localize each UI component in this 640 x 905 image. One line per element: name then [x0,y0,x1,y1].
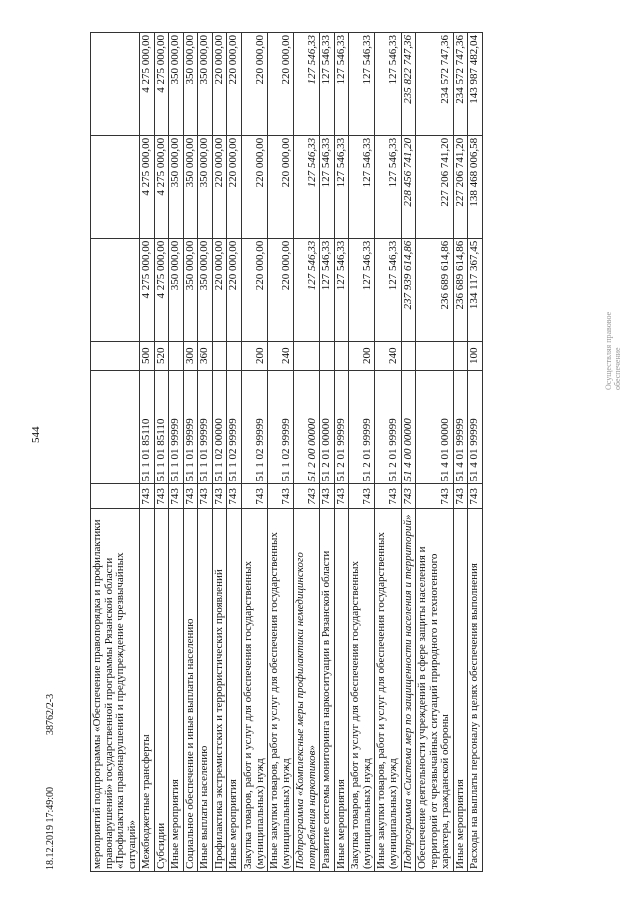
row-ministry-code: 743 [154,484,169,509]
table-row [140,33,155,872]
row-name: Иные закупки товаров, работ и услуг для обеспечения государственных (муниципальных) нужд [268,509,294,872]
row-name: Обеспечение деятельности учреждений в сфере защиты населения и территорий от чрезвычайных ситуаций природного и техногенного характера, гражданской обороны [416,509,454,872]
row-value-2020: 220 000,00 [227,135,242,238]
row-value-2021: 127 546,33 [294,33,320,136]
table-row [320,33,335,872]
row-target-code: 51 1 02 00000 [212,370,227,484]
table-row [227,33,242,872]
row-ministry-code: 743 [140,484,155,509]
row-target-code: 51 4 01 00000 [416,370,454,484]
row-value-2021: 234 572 747,36 [453,33,468,136]
table-row [294,33,320,872]
row-value-2021: 220 000,00 [268,33,294,136]
row-expense-kind: 500 [140,341,155,370]
row-ministry-code: 743 [268,484,294,509]
table-row [468,33,483,872]
row-value-2020: 220 000,00 [212,135,227,238]
row-ministry-code: 743 [334,484,349,509]
row-expense-kind [416,341,454,370]
row-value-2020: 4 275 000,00 [140,135,155,238]
row-name: Развитие системы мониторинга наркоситуации в Рязанской области [320,509,335,872]
row-value-2019: 127 546,33 [349,238,375,341]
row-target-code: 51 1 01 85110 [154,370,169,484]
row-value-2021: 4 275 000,00 [140,33,155,136]
row-value-2019: 134 117 367,45 [468,238,483,341]
row-value-2020: 127 546,33 [375,135,401,238]
row-name: Иные мероприятия [227,509,242,872]
row-value-2021: 350 000,00 [183,33,198,136]
row-value-2021: 350 000,00 [198,33,213,136]
row-expense-kind: 100 [468,341,483,370]
row-value-2020: 220 000,00 [242,135,268,238]
row-value-2020: 4 275 000,00 [154,135,169,238]
row-value-2019: 4 275 000,00 [154,238,169,341]
row-value-2021: 220 000,00 [242,33,268,136]
row-name: Иные мероприятия [453,509,468,872]
row-value-2019: 220 000,00 [212,238,227,341]
row-ministry-code: 743 [416,484,454,509]
row-expense-kind: 520 [154,341,169,370]
row-expense-kind [320,341,335,370]
row-target-code: 51 1 02 99999 [227,370,242,484]
table-row [183,33,198,872]
table-row [169,33,184,872]
row-target-code: 51 1 01 99999 [183,370,198,484]
table-row [375,33,401,872]
row-expense-kind: 240 [375,341,401,370]
row-value-2021 [91,33,140,136]
row-ministry-code: 743 [294,484,320,509]
row-target-code: 51 1 01 85110 [140,370,155,484]
row-ministry-code: 743 [227,484,242,509]
row-value-2020: 350 000,00 [198,135,213,238]
row-expense-kind [212,341,227,370]
row-ministry-code: 743 [169,484,184,509]
row-value-2020: 220 000,00 [268,135,294,238]
row-name: Закупка товаров, работ и услуг для обеспечения государственных (муниципальных) нужд [349,509,375,872]
row-name: Расходы на выплаты персоналу в целях обеспечения выполнения [468,509,483,872]
row-value-2020: 127 546,33 [349,135,375,238]
row-target-code: 51 4 00 00000 [401,370,416,484]
row-ministry-code: 743 [375,484,401,509]
row-target-code: 51 2 01 99999 [375,370,401,484]
row-ministry-code: 743 [320,484,335,509]
table-row [453,33,468,872]
row-ministry-code: 743 [183,484,198,509]
row-value-2019: 127 546,33 [334,238,349,341]
row-name: Иные мероприятия [334,509,349,872]
table-row [416,33,454,872]
row-name: Закупка товаров, работ и услуг для обеспечения государственных (муниципальных) нужд [242,509,268,872]
row-expense-kind [453,341,468,370]
table-row [401,33,416,872]
row-target-code: 51 1 01 99999 [198,370,213,484]
row-value-2019: 350 000,00 [198,238,213,341]
row-name: Социальное обеспечение и иные выплаты населению [183,509,198,872]
row-value-2021: 127 546,33 [349,33,375,136]
row-target-code: 51 1 02 99999 [242,370,268,484]
row-name: Иные выплаты населению [198,509,213,872]
stamp-line-2: обеспечение [612,347,622,390]
row-value-2019: 236 689 614,86 [453,238,468,341]
table-row [268,33,294,872]
row-name: Подпрограмма «Комплексные меры профилактики немедицинского потребления наркотиков» [294,509,320,872]
table-row [91,33,140,872]
row-value-2020: 227 206 741,20 [416,135,454,238]
table-row [334,33,349,872]
row-name: Подпрограмма «Система мер по защищенности населения и территорий» [401,509,416,872]
row-target-code [91,370,140,484]
row-expense-kind [294,341,320,370]
row-name: Профилактика экстремистских и террористических проявлений [212,509,227,872]
row-value-2019: 236 689 614,86 [416,238,454,341]
row-value-2019: 4 275 000,00 [140,238,155,341]
row-value-2020: 127 546,33 [334,135,349,238]
row-value-2019: 127 546,33 [320,238,335,341]
row-target-code: 51 4 01 99999 [453,370,468,484]
row-value-2019: 220 000,00 [227,238,242,341]
row-value-2021: 234 572 747,36 [416,33,454,136]
row-value-2020: 127 546,33 [320,135,335,238]
row-expense-kind: 200 [242,341,268,370]
row-value-2020: 227 206 741,20 [453,135,468,238]
row-value-2020: 138 468 006,58 [468,135,483,238]
budget-table-body [91,33,483,872]
row-name: Межбюджетные трансферты [140,509,155,872]
table-row [198,33,213,872]
row-value-2020: 228 456 741,20 [401,135,416,238]
row-target-code: 51 2 01 00000 [320,370,335,484]
table-row [349,33,375,872]
row-value-2019 [91,238,140,341]
row-value-2021: 350 000,00 [169,33,184,136]
row-value-2021: 143 987 482,04 [468,33,483,136]
row-value-2021: 4 275 000,00 [154,33,169,136]
row-ministry-code: 743 [349,484,375,509]
row-value-2019: 237 939 614,86 [401,238,416,341]
row-target-code: 51 2 00 00000 [294,370,320,484]
table-row [242,33,268,872]
row-expense-kind: 360 [198,341,213,370]
row-value-2020 [91,135,140,238]
row-target-code: 51 2 01 99999 [349,370,375,484]
row-name: Иные закупки товаров, работ и услуг для обеспечения государственных (муниципальных) нужд [375,509,401,872]
row-value-2021: 220 000,00 [227,33,242,136]
budget-table-container [90,32,590,872]
row-value-2021: 127 546,33 [334,33,349,136]
row-name: мероприятий подпрограммы «Обеспечение правопорядка и профилактики правонарушений» государственной программы Рязанской области «Профилактика правонарушений и предупреждение чрезвычайных ситуаций» [91,509,140,872]
row-ministry-code: 743 [212,484,227,509]
table-row [154,33,169,872]
row-ministry-code: 743 [242,484,268,509]
page-number: 544 [30,426,42,443]
row-expense-kind [91,341,140,370]
row-value-2021: 235 822 747,36 [401,33,416,136]
row-name: Субсидии [154,509,169,872]
row-ministry-code: 743 [453,484,468,509]
row-ministry-code: 743 [468,484,483,509]
table-row [212,33,227,872]
row-name: Иные мероприятия [169,509,184,872]
row-value-2019: 127 546,33 [294,238,320,341]
row-ministry-code: 743 [198,484,213,509]
row-target-code: 51 4 01 99999 [468,370,483,484]
row-value-2021: 127 546,33 [320,33,335,136]
row-value-2019: 350 000,00 [169,238,184,341]
budget-table [90,32,483,872]
row-value-2019: 220 000,00 [268,238,294,341]
row-target-code: 51 1 01 99999 [169,370,184,484]
row-expense-kind: 200 [349,341,375,370]
row-value-2021: 127 546,33 [375,33,401,136]
row-expense-kind [401,341,416,370]
row-value-2020: 127 546,33 [294,135,320,238]
row-value-2019: 220 000,00 [242,238,268,341]
row-expense-kind [169,341,184,370]
row-value-2019: 350 000,00 [183,238,198,341]
row-target-code: 51 2 01 99999 [334,370,349,484]
row-expense-kind [227,341,242,370]
row-value-2019: 127 546,33 [375,238,401,341]
row-value-2020: 350 000,00 [169,135,184,238]
row-ministry-code [91,484,140,509]
row-target-code: 51 1 02 99999 [268,370,294,484]
footer-timestamp: 18.12.2019 17:49:00 [45,786,56,870]
footer-doc-id: 38762/2-3 [45,693,56,735]
row-ministry-code: 743 [401,484,416,509]
stamp-line-1: Осуществляя правовое [604,311,613,390]
row-expense-kind [334,341,349,370]
row-value-2021: 220 000,00 [212,33,227,136]
row-expense-kind: 300 [183,341,198,370]
row-value-2020: 350 000,00 [183,135,198,238]
row-expense-kind: 240 [268,341,294,370]
stamp [605,312,623,390]
